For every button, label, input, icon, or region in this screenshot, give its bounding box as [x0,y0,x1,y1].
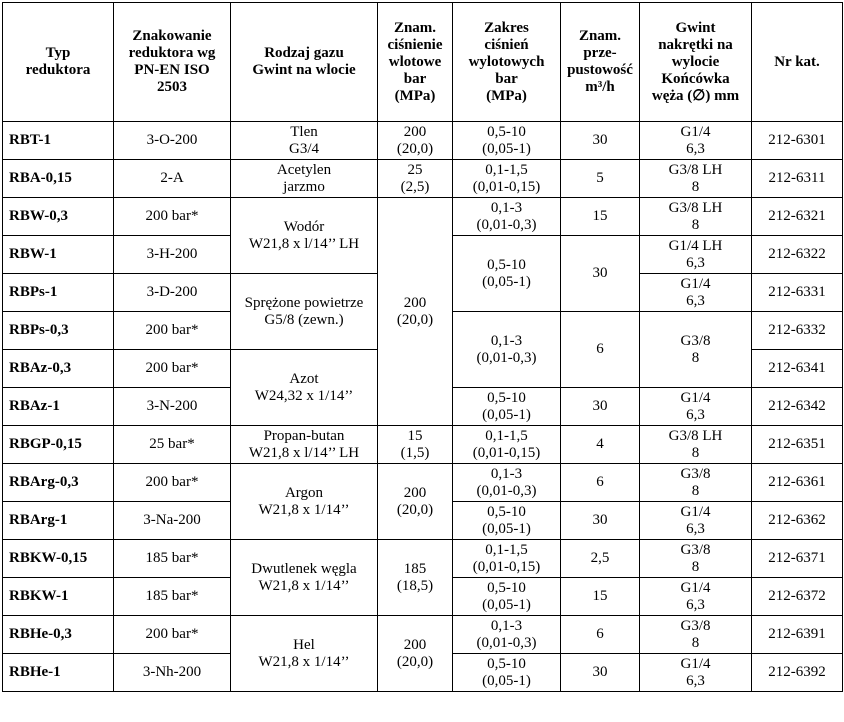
outlet-cell: 0,1-3 (0,01-0,3) [453,312,561,388]
flow-cell: 6 [561,616,640,654]
type-cell: RBKW-1 [3,578,114,616]
gas-cell: Wodór W21,8 x l/14’’ LH [231,198,378,274]
header-outlet-range: Zakres ciśnień wylotowych bar (MPa) [453,3,561,122]
marking-cell: 3-D-200 [114,274,231,312]
marking-cell: 185 bar* [114,540,231,578]
type-cell: RBGP-0,15 [3,426,114,464]
flow-cell: 5 [561,160,640,198]
catno-cell: 212-6351 [752,426,843,464]
reducer-table [2,2,843,692]
flow-cell: 2,5 [561,540,640,578]
marking-cell: 185 bar* [114,578,231,616]
marking-cell: 2-A [114,160,231,198]
flow-cell: 30 [561,502,640,540]
thread-cell: G3/8 LH 8 [640,426,752,464]
marking-cell: 200 bar* [114,616,231,654]
thread-cell: G3/8 8 [640,540,752,578]
outlet-cell: 0,5-10 (0,05-1) [453,654,561,692]
type-cell: RBW-0,3 [3,198,114,236]
gas-cell: Azot W24,32 x 1/14’’ [231,350,378,426]
header-flow: Znam. prze- pustowość m³/h [561,3,640,122]
flow-cell: 6 [561,312,640,388]
type-cell: RBArg-1 [3,502,114,540]
header-type: Typ reduktora [3,3,114,122]
thread-cell: G3/8 8 [640,464,752,502]
thread-cell: G1/4 6,3 [640,274,752,312]
flow-cell: 30 [561,236,640,312]
flow-cell: 15 [561,198,640,236]
outlet-cell: 0,5-10 (0,05-1) [453,578,561,616]
catno-cell: 212-6341 [752,350,843,388]
outlet-cell: 0,5-10 (0,05-1) [453,502,561,540]
outlet-cell: 0,5-10 (0,05-1) [453,388,561,426]
gas-cell: Sprężone powietrze G5/8 (zewn.) [231,274,378,350]
thread-cell: G3/8 LH 8 [640,198,752,236]
outlet-cell: 0,1-3 (0,01-0,3) [453,616,561,654]
marking-cell: 25 bar* [114,426,231,464]
outlet-cell: 0,1-3 (0,01-0,3) [453,464,561,502]
marking-cell: 200 bar* [114,198,231,236]
inlet-cell: 200 (20,0) [378,464,453,540]
outlet-cell: 0,1-1,5 (0,01-0,15) [453,426,561,464]
flow-cell: 30 [561,654,640,692]
catno-cell: 212-6361 [752,464,843,502]
gas-cell: Argon W21,8 x 1/14’’ [231,464,378,540]
flow-cell: 4 [561,426,640,464]
outlet-cell: 0,1-1,5 (0,01-0,15) [453,540,561,578]
thread-cell: G3/8 8 [640,616,752,654]
catno-cell: 212-6371 [752,540,843,578]
type-cell: RBW-1 [3,236,114,274]
marking-cell: 3-O-200 [114,122,231,160]
outlet-cell: 0,1-1,5 (0,01-0,15) [453,160,561,198]
header-gas: Rodzaj gazu Gwint na wlocie [231,3,378,122]
type-cell: RBAz-1 [3,388,114,426]
catno-cell: 212-6372 [752,578,843,616]
catno-cell: 212-6362 [752,502,843,540]
table-row [3,426,843,464]
table-row [3,464,843,502]
type-cell: RBPs-0,3 [3,312,114,350]
thread-cell: G3/8 LH 8 [640,160,752,198]
type-cell: RBHe-1 [3,654,114,692]
marking-cell: 200 bar* [114,464,231,502]
marking-cell: 3-H-200 [114,236,231,274]
gas-cell: Acetylen jarzmo [231,160,378,198]
marking-cell: 200 bar* [114,312,231,350]
type-cell: RBKW-0,15 [3,540,114,578]
header-inlet-pressure: Znam. ciśnienie wlotowe bar (MPa) [378,3,453,122]
type-cell: RBHe-0,3 [3,616,114,654]
gas-cell: Hel W21,8 x 1/14’’ [231,616,378,692]
inlet-cell: 185 (18,5) [378,540,453,616]
thread-cell: G1/4 6,3 [640,578,752,616]
thread-cell: G1/4 LH 6,3 [640,236,752,274]
catno-cell: 212-6322 [752,236,843,274]
catno-cell: 212-6332 [752,312,843,350]
type-cell: RBA-0,15 [3,160,114,198]
table-row [3,540,843,578]
table-row [3,198,843,236]
catno-cell: 212-6342 [752,388,843,426]
marking-cell: 3-Nh-200 [114,654,231,692]
inlet-cell: 200 (20,0) [378,122,453,160]
catno-cell: 212-6392 [752,654,843,692]
type-cell: RBPs-1 [3,274,114,312]
header-catalog-number: Nr kat. [752,3,843,122]
catno-cell: 212-6311 [752,160,843,198]
gas-cell: Propan-butan W21,8 x l/14’’ LH [231,426,378,464]
inlet-cell: 15 (1,5) [378,426,453,464]
thread-cell: G1/4 6,3 [640,654,752,692]
thread-cell: G3/8 8 [640,312,752,388]
outlet-cell: 0,5-10 (0,05-1) [453,122,561,160]
catno-cell: 212-6301 [752,122,843,160]
inlet-cell: 25 (2,5) [378,160,453,198]
header-marking: Znakowanie reduktora wg PN-EN ISO 2503 [114,3,231,122]
inlet-cell: 200 (20,0) [378,616,453,692]
outlet-cell: 0,5-10 (0,05-1) [453,236,561,312]
inlet-cell: 200 (20,0) [378,198,453,426]
table-row [3,616,843,654]
thread-cell: G1/4 6,3 [640,122,752,160]
type-cell: RBArg-0,3 [3,464,114,502]
flow-cell: 6 [561,464,640,502]
marking-cell: 200 bar* [114,350,231,388]
catno-cell: 212-6391 [752,616,843,654]
catno-cell: 212-6331 [752,274,843,312]
header-thread: Gwint nakrętki na wylocie Końcówka węża (∅) mm [640,3,752,122]
catno-cell: 212-6321 [752,198,843,236]
table-row [3,122,843,160]
marking-cell: 3-Na-200 [114,502,231,540]
flow-cell: 15 [561,578,640,616]
outlet-cell: 0,1-3 (0,01-0,3) [453,198,561,236]
type-cell: RBT-1 [3,122,114,160]
flow-cell: 30 [561,388,640,426]
marking-cell: 3-N-200 [114,388,231,426]
gas-cell: Tlen G3/4 [231,122,378,160]
gas-cell: Dwutlenek węgla W21,8 x 1/14’’ [231,540,378,616]
type-cell: RBAz-0,3 [3,350,114,388]
table-row [3,160,843,198]
thread-cell: G1/4 6,3 [640,502,752,540]
thread-cell: G1/4 6,3 [640,388,752,426]
flow-cell: 30 [561,122,640,160]
header-row [3,3,843,122]
